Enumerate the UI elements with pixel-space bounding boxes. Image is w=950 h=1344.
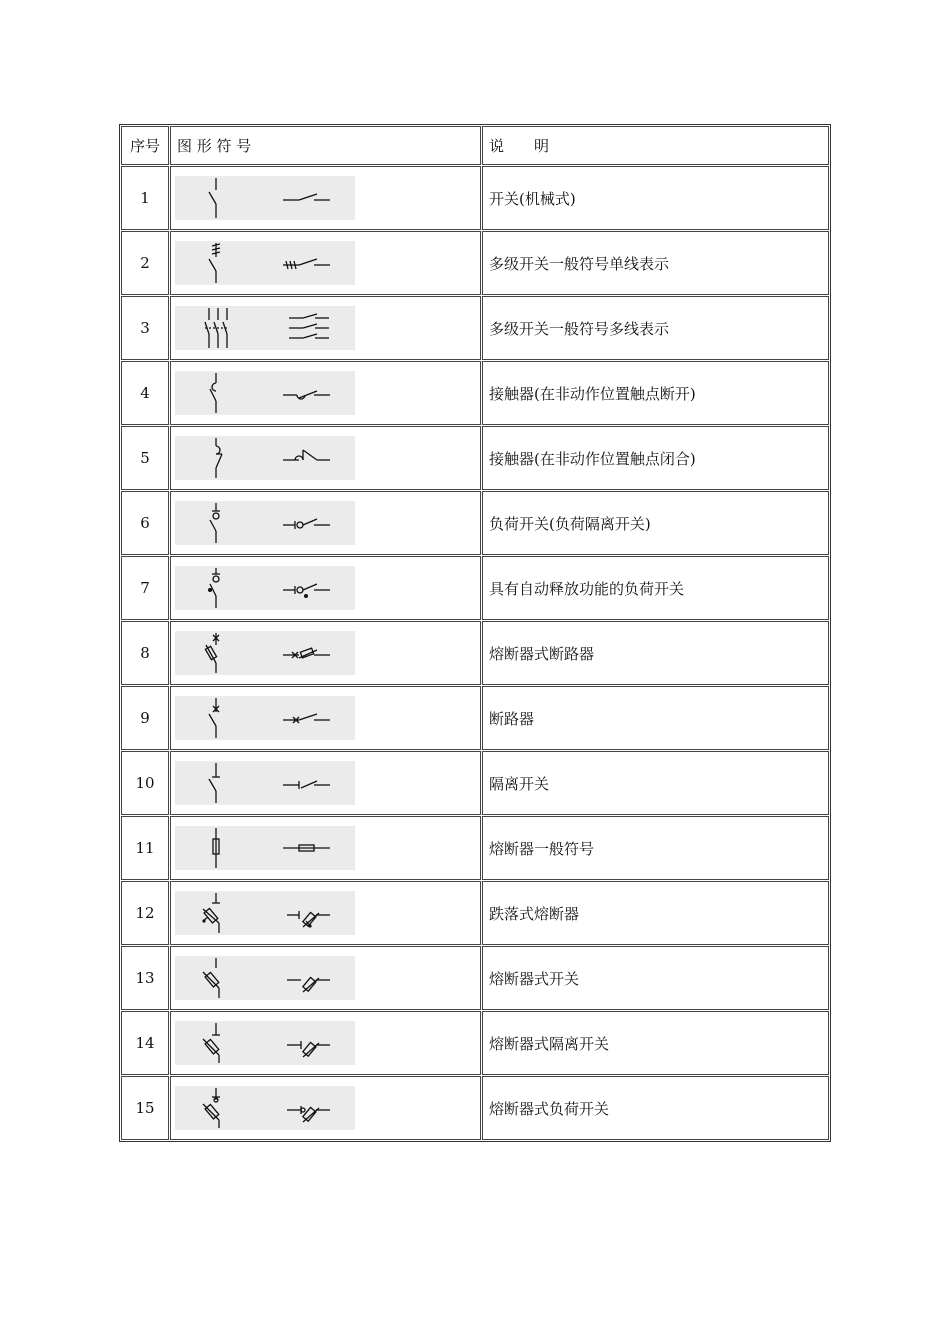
table-row [121,166,829,230]
table-header-row [121,126,829,165]
row-number: 8 [121,621,169,685]
table-row [121,946,829,1010]
row-number: 9 [121,686,169,750]
contactor-no-symbol-icon [175,371,355,415]
row-description: 接触器(在非动作位置触点断开) [482,361,829,425]
row-number: 15 [121,1076,169,1140]
row-description: 多级开关一般符号多线表示 [482,296,829,360]
header-no: 序号 [121,126,169,165]
fuse-switch-symbol-icon [175,956,355,1000]
table-row [121,491,829,555]
multipole-switch-multi-line-symbol-icon [175,306,355,350]
table-row [121,816,829,880]
table-row [121,621,829,685]
table-row [121,361,829,425]
row-number: 13 [121,946,169,1010]
load-switch-symbol-icon [175,501,355,545]
row-description: 跌落式熔断器 [482,881,829,945]
table-row [121,426,829,490]
table-row [121,231,829,295]
mechanical-switch-symbol-icon [175,176,355,220]
row-description: 多级开关一般符号单线表示 [482,231,829,295]
row-description: 熔断器式负荷开关 [482,1076,829,1140]
auto-release-load-switch-symbol-icon [175,566,355,610]
row-number: 5 [121,426,169,490]
multipole-switch-single-line-symbol-icon [175,241,355,285]
row-number: 2 [121,231,169,295]
row-number: 10 [121,751,169,815]
row-description: 断路器 [482,686,829,750]
table-row [121,751,829,815]
row-description: 负荷开关(负荷隔离开关) [482,491,829,555]
row-number: 4 [121,361,169,425]
fuse-circuit-breaker-symbol-icon [175,631,355,675]
row-description: 开关(机械式) [482,166,829,230]
table-row [121,556,829,620]
header-description: 说 明 [482,126,829,165]
fuse-symbol-icon [175,826,355,870]
row-number: 11 [121,816,169,880]
header-symbol: 图 形 符 号 [170,126,481,165]
row-description: 隔离开关 [482,751,829,815]
table-row [121,1076,829,1140]
row-description: 熔断器式开关 [482,946,829,1010]
fuse-load-switch-symbol-icon [175,1086,355,1130]
table-row [121,881,829,945]
table-row [121,1011,829,1075]
disconnector-symbol-icon [175,761,355,805]
circuit-breaker-symbol-icon [175,696,355,740]
symbol-table [119,124,831,1142]
table-row [121,296,829,360]
row-description: 熔断器式隔离开关 [482,1011,829,1075]
row-number: 6 [121,491,169,555]
row-number: 14 [121,1011,169,1075]
row-number: 1 [121,166,169,230]
drop-out-fuse-symbol-icon [175,891,355,935]
row-description: 具有自动释放功能的负荷开关 [482,556,829,620]
row-number: 12 [121,881,169,945]
contactor-nc-symbol-icon [175,436,355,480]
row-description: 熔断器式断路器 [482,621,829,685]
row-description: 接触器(在非动作位置触点闭合) [482,426,829,490]
row-description: 熔断器一般符号 [482,816,829,880]
fuse-disconnector-symbol-icon [175,1021,355,1065]
row-number: 3 [121,296,169,360]
row-number: 7 [121,556,169,620]
table-row [121,686,829,750]
